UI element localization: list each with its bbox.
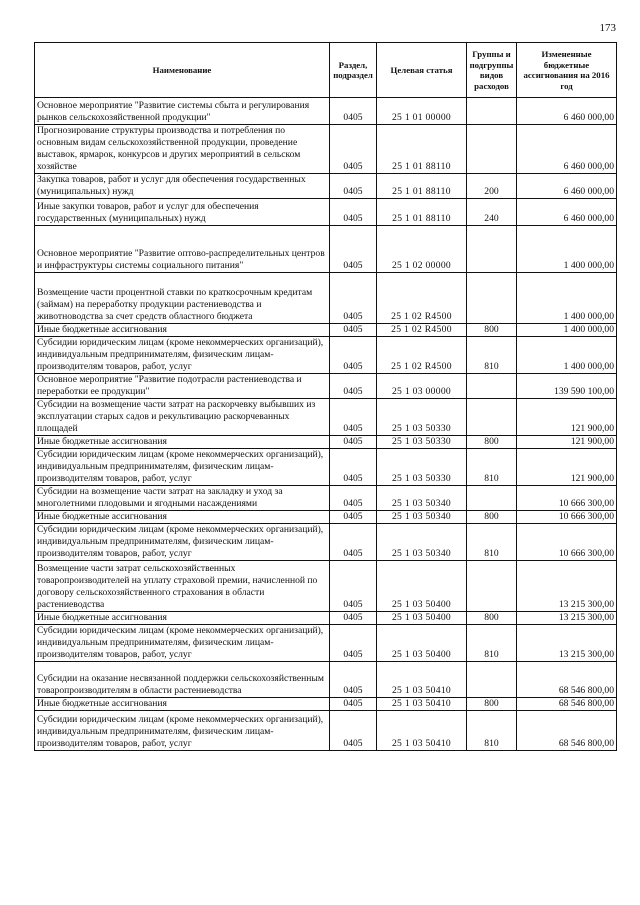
row-amount: 13 215 300,00: [517, 612, 617, 625]
row-amount: 10 666 300,00: [517, 486, 617, 511]
row-expense-type: 800: [467, 436, 517, 449]
row-expense-type: [467, 98, 517, 125]
table-row: [35, 698, 617, 711]
row-name: Субсидии на возмещение части затрат на закладку и уход за многолетними плодовыми и ягодными насаждениями: [35, 486, 330, 511]
header-section: Раздел, подраздел: [330, 43, 377, 98]
row-section: 0405: [330, 436, 377, 449]
row-section: 0405: [330, 698, 377, 711]
table-row: [35, 436, 617, 449]
row-article: 25 1 03 00000: [377, 374, 467, 399]
row-expense-type: 810: [467, 711, 517, 751]
row-expense-type: 800: [467, 511, 517, 524]
row-amount: 121 900,00: [517, 436, 617, 449]
row-section: 0405: [330, 511, 377, 524]
row-section: 0405: [330, 449, 377, 486]
row-expense-type: [467, 486, 517, 511]
row-article: 25 1 03 50340: [377, 511, 467, 524]
row-section: 0405: [330, 524, 377, 561]
row-section: 0405: [330, 337, 377, 374]
table-row: [35, 711, 617, 751]
header-amount: Измененные бюджетные ассигнования на 2016 год: [517, 43, 617, 98]
row-amount: 13 215 300,00: [517, 625, 617, 662]
table-row: [35, 125, 617, 174]
row-article: 25 1 02 R4500: [377, 324, 467, 337]
table-row: [35, 226, 617, 273]
row-section: 0405: [330, 226, 377, 273]
table-row: [35, 98, 617, 125]
row-expense-type: 800: [467, 612, 517, 625]
row-section: 0405: [330, 98, 377, 125]
row-name: Субсидии юридическим лицам (кроме некоммерческих организаций), индивидуальным предпринимателям, физическим лицам-производителям товаров, работ, услуг: [35, 625, 330, 662]
row-name: Субсидии на возмещение части затрат на раскорчевку выбывших из эксплуатации старых садов и рекультивацию раскорчеванных площадей: [35, 399, 330, 436]
row-article: 25 1 01 00000: [377, 98, 467, 125]
row-expense-type: [467, 374, 517, 399]
row-amount: 6 460 000,00: [517, 98, 617, 125]
table-row: [35, 324, 617, 337]
row-article: 25 1 01 88110: [377, 125, 467, 174]
row-section: 0405: [330, 486, 377, 511]
row-article: 25 1 02 R4500: [377, 273, 467, 324]
row-name: Основное мероприятие "Развитие подотрасли растениеводства и переработки ее продукции": [35, 374, 330, 399]
table-row: [35, 174, 617, 199]
row-name: Иные бюджетные ассигнования: [35, 436, 330, 449]
row-expense-type: [467, 125, 517, 174]
row-name: Иные бюджетные ассигнования: [35, 324, 330, 337]
row-amount: 10 666 300,00: [517, 511, 617, 524]
row-expense-type: 810: [467, 524, 517, 561]
row-section: 0405: [330, 125, 377, 174]
row-article: 25 1 03 50410: [377, 698, 467, 711]
row-expense-type: [467, 399, 517, 436]
table-row: [35, 511, 617, 524]
row-article: 25 1 03 50410: [377, 662, 467, 698]
row-section: 0405: [330, 625, 377, 662]
row-name: Возмещение части затрат сельскохозяйственных товаропроизводителей на уплату страховой премии, начисленной по договору сельскохозяйственного страхования в области растениеводства: [35, 561, 330, 612]
row-article: 25 1 03 50330: [377, 399, 467, 436]
row-expense-type: 800: [467, 698, 517, 711]
row-expense-type: 200: [467, 174, 517, 199]
row-name: Субсидии юридическим лицам (кроме некоммерческих организаций), индивидуальным предпринимателям, физическим лицам-производителям товаров, работ, услуг: [35, 449, 330, 486]
row-article: 25 1 03 50400: [377, 612, 467, 625]
table-row: [35, 625, 617, 662]
table-row: [35, 337, 617, 374]
row-section: 0405: [330, 711, 377, 751]
budget-table: [34, 42, 617, 751]
row-name: Субсидии юридическим лицам (кроме некоммерческих организаций), индивидуальным предпринимателям, физическим лицам-производителям товаров, работ, услуг: [35, 524, 330, 561]
page-number: 173: [599, 22, 616, 34]
row-section: 0405: [330, 662, 377, 698]
row-section: 0405: [330, 174, 377, 199]
row-expense-type: [467, 662, 517, 698]
row-article: 25 1 03 50410: [377, 711, 467, 751]
row-amount: 10 666 300,00: [517, 524, 617, 561]
row-amount: 1 400 000,00: [517, 324, 617, 337]
table-row: [35, 524, 617, 561]
row-expense-type: 810: [467, 449, 517, 486]
row-amount: 6 460 000,00: [517, 174, 617, 199]
row-article: 25 1 01 88110: [377, 174, 467, 199]
row-amount: 6 460 000,00: [517, 125, 617, 174]
row-article: 25 1 03 50330: [377, 436, 467, 449]
row-name: Иные закупки товаров, работ и услуг для обеспечения государственных (муниципальных) нужд: [35, 199, 330, 226]
row-name: Возмещение части процентной ставки по краткосрочным кредитам (займам) на переработку продукции растениеводства и животноводства за счет средств областного бюджета: [35, 273, 330, 324]
row-article: 25 1 02 00000: [377, 226, 467, 273]
table-row: [35, 199, 617, 226]
row-name: Иные бюджетные ассигнования: [35, 511, 330, 524]
row-section: 0405: [330, 324, 377, 337]
row-amount: 1 400 000,00: [517, 273, 617, 324]
table-row: [35, 399, 617, 436]
row-amount: 121 900,00: [517, 399, 617, 436]
row-name: Субсидии юридическим лицам (кроме некоммерческих организаций), индивидуальным предпринимателям, физическим лицам-производителям товаров, работ, услуг: [35, 711, 330, 751]
row-expense-type: 810: [467, 625, 517, 662]
row-article: 25 1 03 50340: [377, 524, 467, 561]
row-article: 25 1 03 50330: [377, 449, 467, 486]
row-amount: 68 546 800,00: [517, 662, 617, 698]
table-row: [35, 561, 617, 612]
header-expense-group: Группы и подгруппы видов расходов: [467, 43, 517, 98]
row-expense-type: 810: [467, 337, 517, 374]
row-name: Субсидии юридическим лицам (кроме некоммерческих организаций), индивидуальным предпринимателям, физическим лицам-производителям товаров, работ, услуг: [35, 337, 330, 374]
table-row: [35, 486, 617, 511]
row-amount: 121 900,00: [517, 449, 617, 486]
row-name: Закупка товаров, работ и услуг для обеспечения государственных (муниципальных) нужд: [35, 174, 330, 199]
row-article: 25 1 02 R4500: [377, 337, 467, 374]
row-section: 0405: [330, 399, 377, 436]
table-row: [35, 612, 617, 625]
table-row: [35, 449, 617, 486]
row-article: 25 1 03 50400: [377, 561, 467, 612]
row-amount: 68 546 800,00: [517, 711, 617, 751]
table-header-row: [35, 43, 617, 98]
row-section: 0405: [330, 374, 377, 399]
row-article: 25 1 03 50400: [377, 625, 467, 662]
row-expense-type: [467, 561, 517, 612]
row-expense-type: 240: [467, 199, 517, 226]
row-amount: 6 460 000,00: [517, 199, 617, 226]
row-amount: 13 215 300,00: [517, 561, 617, 612]
row-section: 0405: [330, 612, 377, 625]
table-row: [35, 273, 617, 324]
row-name: Прогнозирование структуры производства и потребления по основным видам сельскохозяйственной продукции, проведение выставок, ярмарок, конкурсов и других мероприятий в сельском хозяйстве: [35, 125, 330, 174]
row-section: 0405: [330, 199, 377, 226]
row-amount: 139 590 100,00: [517, 374, 617, 399]
row-name: Основное мероприятие "Развитие системы сбыта и регулирования рынков сельскохозяйственной продукции": [35, 98, 330, 125]
row-article: 25 1 03 50340: [377, 486, 467, 511]
row-name: Основное мероприятие "Развитие оптово-распределительных центров и инфраструктуры системы социального питания": [35, 226, 330, 273]
row-name: Иные бюджетные ассигнования: [35, 698, 330, 711]
row-amount: 68 546 800,00: [517, 698, 617, 711]
row-section: 0405: [330, 273, 377, 324]
row-name: Субсидии на оказание несвязанной поддержки сельскохозяйственным товаропроизводителям в области растениеводства: [35, 662, 330, 698]
table-row: [35, 374, 617, 399]
row-expense-type: [467, 226, 517, 273]
header-article: Целевая статья: [377, 43, 467, 98]
row-expense-type: 800: [467, 324, 517, 337]
row-amount: 1 400 000,00: [517, 226, 617, 273]
row-amount: 1 400 000,00: [517, 337, 617, 374]
header-name: Наименование: [35, 43, 330, 98]
row-article: 25 1 01 88110: [377, 199, 467, 226]
row-name: Иные бюджетные ассигнования: [35, 612, 330, 625]
table-row: [35, 662, 617, 698]
row-expense-type: [467, 273, 517, 324]
row-section: 0405: [330, 561, 377, 612]
